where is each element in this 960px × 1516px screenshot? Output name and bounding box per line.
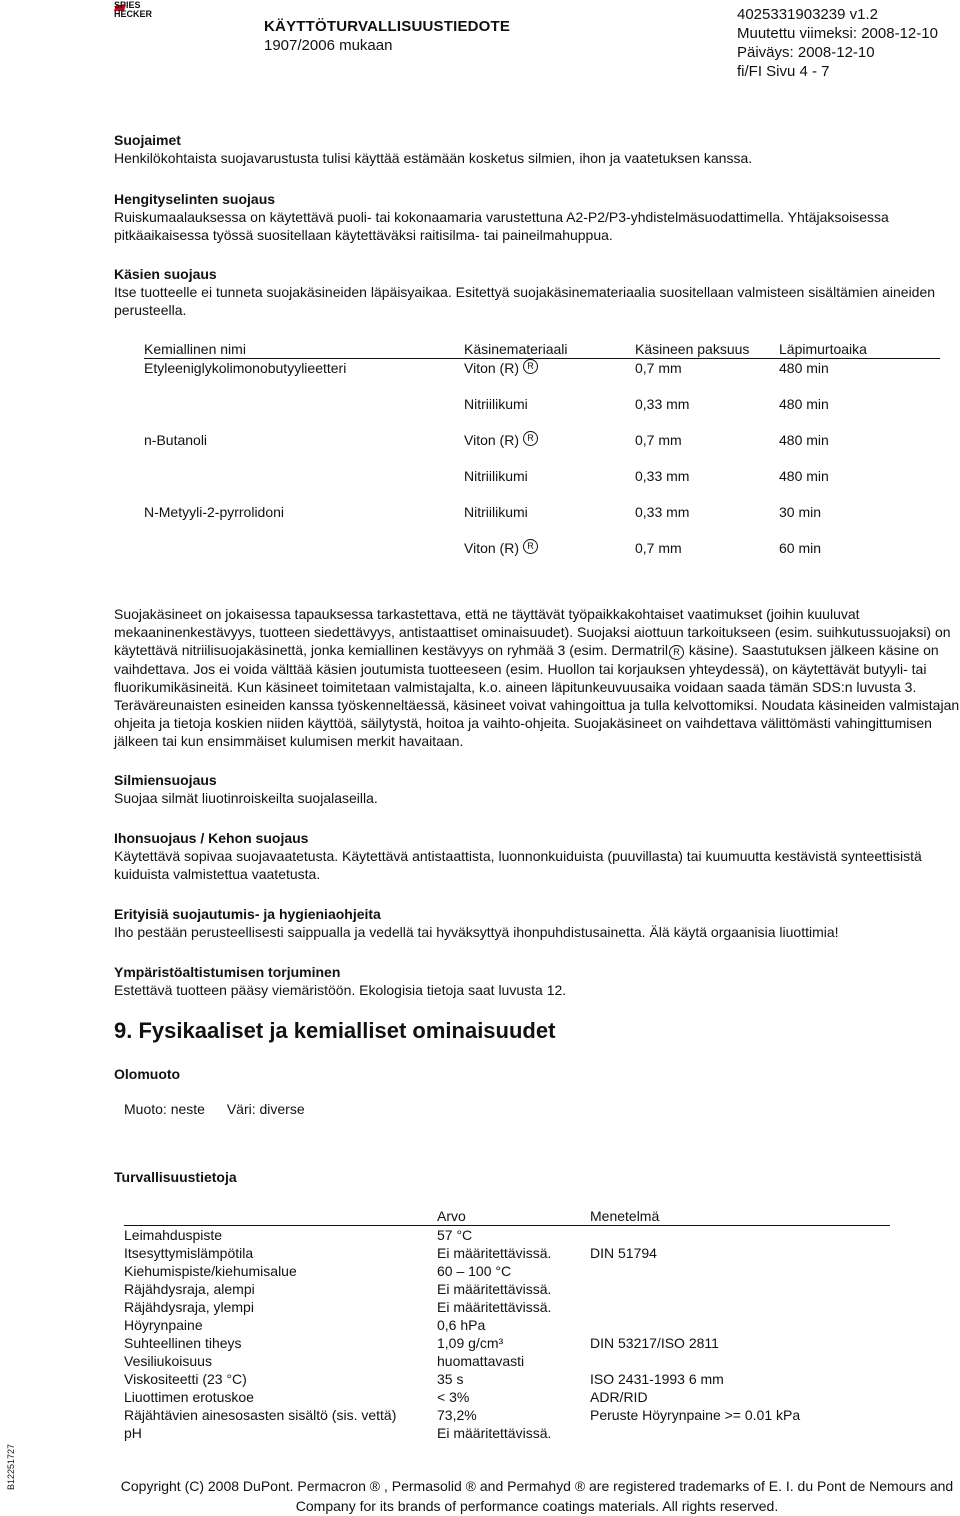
cell-method — [590, 1424, 890, 1442]
cell-name — [144, 467, 464, 503]
heading-olomuoto: Olomuoto — [114, 1066, 181, 1082]
table-row — [144, 395, 940, 431]
table-row — [144, 539, 940, 575]
glove-table-header — [144, 340, 940, 359]
material-text: Viton (R) — [464, 540, 519, 556]
section-suojaimet — [114, 131, 960, 167]
col-method: Menetelmä — [590, 1208, 660, 1224]
cell-thickness: 0,7 mm — [635, 432, 682, 448]
logo-word-2: HECKER — [114, 9, 153, 19]
table-row — [124, 1244, 890, 1262]
cell-value: 1,09 g/cm³ — [437, 1335, 504, 1351]
form-value: Muoto: neste — [124, 1101, 205, 1117]
cell-thickness: 0,33 mm — [635, 504, 690, 520]
material-text: Nitriilikumi — [464, 396, 528, 412]
glove-table — [144, 340, 940, 575]
col-breakthrough: Läpimurtoaika — [779, 340, 940, 359]
cell-material — [464, 539, 635, 575]
cell-name — [144, 395, 464, 431]
doc-modified: Muutettu viimeksi: 2008-12-10 — [737, 25, 938, 42]
heading-ymparisto: Ympäristöaltistumisen torjuminen — [114, 964, 341, 980]
cell-property: Suhteellinen tiheys — [124, 1335, 242, 1351]
table-row — [124, 1352, 890, 1370]
footer-line-2: Company for its brands of performance coatings materials. All rights reserved. — [295, 1498, 779, 1514]
cell-method — [590, 1280, 890, 1298]
table-row — [124, 1262, 890, 1280]
cell-value: 73,2% — [437, 1407, 477, 1423]
heading-hygienia: Erityisiä suojautumis- ja hygieniaohjeita — [114, 906, 381, 922]
gloves-text-part2: käsine). Saastutuksen jälkeen käsine on vaihdettava. Jos ei voida välttää käsien joutumista tuotteeseen (esim. Huollon tai korjauksen yhteydessä), on käytettävät butyyli- tai fluorikumikäsineitä. Kun käsineet toimitetaan valmistajalta, k.o. aineen läpitunkeuvuusaika voidaan saada tämän SDS:n luvusta 3. Teräväreunaisten esineiden kanssa työskenneltäessä, käsineet voivat vahingoittua ja tulla kelvottomiksi. Noudata käsineiden valmistajan ohjeita ja tietoja koskien niiden käyttöä, säilytystä, hoitoa ja vaihto-ohjeita. Suojakäsineet on vaihdettava välittömästi vahingittumisen jälkeen tai kun ensimmäiset kulumisen merkit havaitaan. — [114, 642, 960, 749]
material-text: Viton (R) — [464, 360, 519, 376]
cell-property: Liuottimen erotuskoe — [124, 1389, 254, 1405]
text-silmien: Suojaa silmät liuotinroiskeilta suojalaseilla. — [114, 790, 378, 806]
table-row — [124, 1370, 890, 1388]
doc-date: Päiväys: 2008-12-10 — [737, 44, 875, 61]
cell-material — [464, 467, 635, 503]
section-ihon — [114, 829, 960, 883]
heading-ihon: Ihonsuojaus / Kehon suojaus — [114, 830, 309, 846]
gloves-text-part1: Suojakäsineet on jokaisessa tapauksessa tarkastettava, että ne täyttävät työpaikkakohtaiset vaatimukset (joihin kuuluvat mekaaninenkestävyys, tuotteen siedettävyys, antistaattiset ominaisuudet). Suojaksi aiottuun tarkoitukseen (esim. suihkutussuojaksi) on käytettävä nitriilisuojakäsinettä, jonka kemiallinen kestävyys on ryhmää 3 (esim. Dermatril — [114, 606, 951, 658]
doc-meta — [737, 5, 938, 81]
text-hengitys: Ruiskumaalauksessa on käytettävä puoli- tai kokonaamaria varustettuna A2-P2/P3-yhdistelmäsuodattimella. Yhtäjaksoisessa pitkäaikaisessa työssä suositellaan käytettäväksi raitisilma- tai paineilmahuppua. — [114, 209, 889, 243]
cell-material — [464, 503, 635, 539]
table-row — [124, 1424, 890, 1442]
col-chemical: Kemiallinen nimi — [144, 340, 464, 359]
cell-value: huomattavasti — [437, 1353, 525, 1369]
table-row — [124, 1280, 890, 1298]
doc-number: 4025331903239 v1.2 — [737, 6, 878, 23]
doc-title: KÄYTTÖTURVALLISUUSTIEDOTE — [264, 18, 511, 35]
doc-subtitle: 1907/2006 mukaan — [264, 37, 393, 54]
doc-page: fi/FI Sivu 4 - 7 — [737, 63, 830, 80]
safety-table-header — [124, 1207, 890, 1226]
table-row — [144, 359, 940, 396]
cell-property: Itsesyttymislämpötila — [124, 1245, 254, 1261]
cell-thickness: 0,7 mm — [635, 360, 682, 376]
registered-icon: R — [523, 539, 538, 554]
table-row — [124, 1406, 890, 1424]
cell-method: Peruste Höyrynpaine >= 0.01 kPa — [590, 1407, 801, 1423]
cell-value: Ei määritettävissä. — [437, 1299, 552, 1315]
cell-value: Ei määritettävissä. — [437, 1425, 552, 1441]
table-row — [144, 467, 940, 503]
cell-value: < 3% — [437, 1389, 470, 1405]
registered-icon: R — [523, 431, 538, 446]
section-silmien — [114, 771, 960, 807]
cell-property: Kiehumispiste/kiehumisalue — [124, 1263, 297, 1279]
side-code: B12251727 — [6, 1443, 16, 1490]
cell-value: 0,6 hPa — [437, 1317, 486, 1333]
cell-material — [464, 431, 635, 467]
cell-time: 480 min — [779, 360, 829, 376]
table-row — [124, 1334, 890, 1352]
cell-time: 480 min — [779, 396, 829, 412]
gloves-paragraph — [114, 605, 960, 750]
cell-time: 60 min — [779, 540, 822, 556]
cell-thickness: 0,33 mm — [635, 468, 690, 484]
text-kasien: Itse tuotteelle ei tunneta suojakäsineiden läpäisyaikaa. Esitettyä suojakäsinemateriaalia suositellaan valmisteen sisältämien aineiden perusteella. — [114, 284, 936, 318]
heading-silmien: Silmiensuojaus — [114, 772, 217, 788]
cell-method — [590, 1352, 890, 1370]
cell-method — [590, 1298, 890, 1316]
heading-kasien: Käsien suojaus — [114, 266, 217, 282]
cell-property: Vesiliukoisuus — [124, 1353, 212, 1369]
footer — [114, 1476, 960, 1516]
cell-time: 480 min — [779, 468, 829, 484]
cell-property: Höyrynpaine — [124, 1317, 203, 1333]
cell-name: n-Butanoli — [144, 432, 208, 448]
col-thickness: Käsineen paksuus — [635, 340, 779, 359]
cell-value: 57 °C — [437, 1226, 590, 1245]
cell-value: 35 s — [437, 1371, 464, 1387]
section-hygienia — [114, 905, 960, 941]
cell-method: DIN 53217/ISO 2811 — [590, 1335, 719, 1351]
gloves-text — [114, 605, 960, 750]
registered-icon: R — [669, 645, 684, 660]
cell-property: Viskositeetti (23 °C) — [124, 1371, 247, 1387]
section9-title: 9. Fysikaaliset ja kemialliset ominaisuudet — [114, 1018, 556, 1043]
logo-text — [114, 1, 152, 19]
text-ihon: Käytettävä sopivaa suojavaatetusta. Käytettävä antistaattista, luonnonkuiduista (puuvillasta) tai kuumuutta kestävistä synteettisistä kuiduista valmistettua vaatetusta. — [114, 848, 922, 882]
cell-name: Etyleeniglykolimonobutyylieetteri — [144, 360, 347, 376]
material-text: Nitriilikumi — [464, 504, 528, 520]
heading-hengitys: Hengityselinten suojaus — [114, 191, 276, 207]
cell-time: 30 min — [779, 504, 822, 520]
col-property — [124, 1207, 437, 1226]
color-value: Väri: diverse — [226, 1101, 305, 1117]
table-row — [144, 431, 940, 467]
registered-icon: R — [523, 359, 538, 374]
cell-property: Leimahduspiste — [124, 1226, 437, 1245]
text-ymparisto: Estettävä tuotteen pääsy viemäristöön. Ekologisia tietoja saat luvusta 12. — [114, 982, 567, 998]
form-line — [124, 1100, 323, 1118]
cell-material — [464, 359, 635, 396]
table-row — [144, 503, 940, 539]
cell-property: pH — [124, 1425, 142, 1441]
cell-method: ISO 2431-1993 6 mm — [590, 1371, 724, 1387]
safety-table — [124, 1207, 890, 1442]
table-row — [124, 1226, 890, 1245]
cell-thickness: 0,33 mm — [635, 396, 690, 412]
col-material: Käsinemateriaali — [464, 340, 635, 359]
cell-name — [144, 539, 464, 575]
material-text: Nitriilikumi — [464, 468, 528, 484]
section-kasien — [114, 265, 960, 319]
cell-property: Räjähdysraja, ylempi — [124, 1299, 254, 1315]
table-row — [124, 1316, 890, 1334]
cell-value: Ei määritettävissä. — [437, 1281, 552, 1297]
cell-value: 60 – 100 °C — [437, 1263, 512, 1279]
table-row — [124, 1388, 890, 1406]
footer-line-1: Copyright (C) 2008 DuPont. Permacron ® , Permasolid ® and Permahyd ® are registered trademarks of E. I. du Pont de Nemours and — [120, 1478, 954, 1494]
cell-value: Ei määritettävissä. — [437, 1245, 552, 1261]
cell-thickness: 0,7 mm — [635, 540, 682, 556]
material-text: Viton (R) — [464, 432, 519, 448]
col-value: Arvo — [437, 1208, 466, 1224]
cell-method: ADR/RID — [590, 1389, 648, 1405]
table-row — [124, 1298, 890, 1316]
text-suojaimet: Henkilökohtaista suojavarustusta tulisi käyttää estämään kosketus silmien, ihon ja vaatetuksen kanssa. — [114, 150, 753, 166]
cell-method: DIN 51794 — [590, 1245, 657, 1261]
cell-property: Räjähdysraja, alempi — [124, 1281, 255, 1297]
cell-method — [590, 1262, 890, 1280]
section-hengitys — [114, 190, 960, 244]
cell-time: 480 min — [779, 432, 829, 448]
logo-word-1: SPIES — [114, 0, 141, 10]
cell-name: N-Metyyli-2-pyrrolidoni — [144, 504, 285, 520]
cell-property: Räjähtävien ainesosasten sisältö (sis. vettä) — [124, 1407, 397, 1423]
cell-method — [590, 1316, 890, 1334]
text-hygienia: Iho pestään perusteellisesti saippualla ja vedellä tai hyväksyttyä ihonpuhdistusainetta. Älä käytä orgaanisia liuottimia! — [114, 924, 839, 940]
heading-suojaimet: Suojaimet — [114, 132, 181, 148]
cell-material — [464, 395, 635, 431]
cell-method — [590, 1226, 890, 1245]
heading-turvallisuus: Turvallisuustietoja — [114, 1169, 237, 1185]
section-ymparisto — [114, 963, 960, 999]
